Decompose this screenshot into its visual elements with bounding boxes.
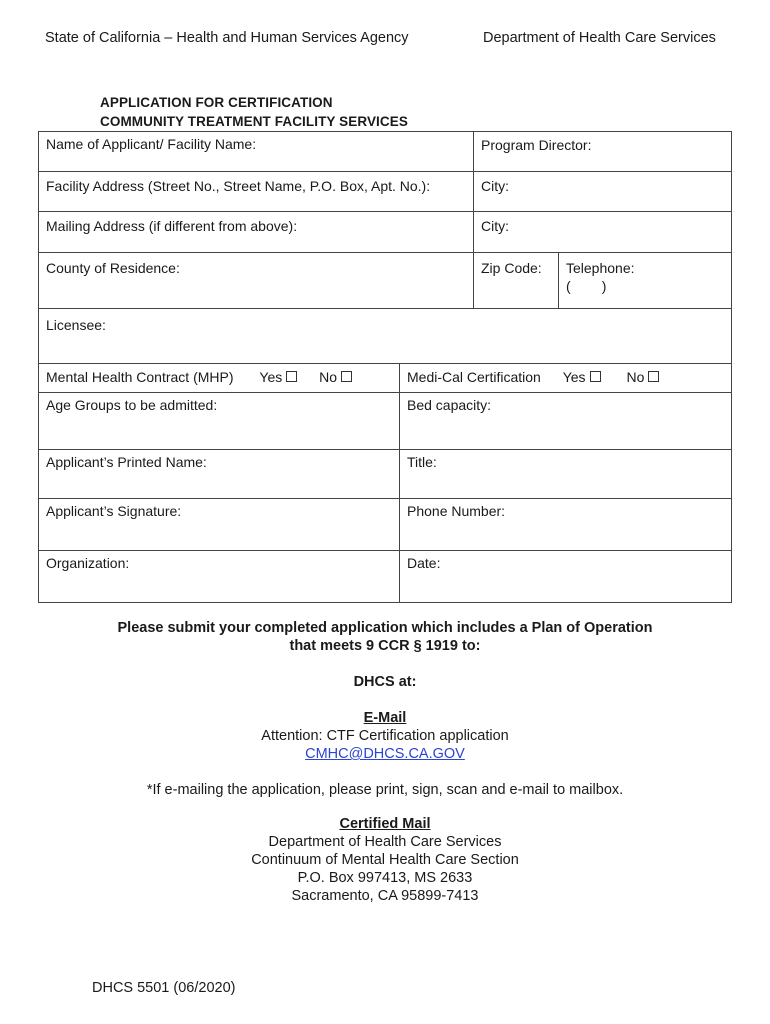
mhp-yes-label: Yes (259, 369, 283, 385)
city-field-2[interactable] (474, 212, 732, 253)
email-attention: Attention: CTF Certification application (261, 728, 509, 744)
dhcs-at-heading: DHCS at: (353, 674, 417, 690)
form-number: DHCS 5501 (06/2020) (92, 980, 236, 996)
form-title-line2: COMMUNITY TREATMENT FACILITY SERVICES (100, 114, 408, 129)
zip-code-label: Zip Code: (481, 260, 542, 276)
agency-header: State of California – Health and Human Services Agency (45, 30, 409, 46)
submission-instruction-line2: that meets 9 CCR § 1919 to: (289, 638, 481, 654)
email-heading: E-Mail (363, 710, 407, 726)
submission-instruction-line1: Please submit your completed application which includes a Plan of Operation (117, 620, 653, 636)
city-label-2: City: (481, 218, 509, 234)
phone-number-field[interactable] (400, 499, 732, 551)
licensee-field[interactable] (39, 309, 732, 364)
program-director-field[interactable] (474, 132, 732, 172)
application-form (38, 131, 732, 603)
age-groups-field[interactable] (39, 393, 400, 450)
medi-cal-yes-label: Yes (562, 369, 586, 385)
mail-address-line2: Continuum of Mental Health Care Section (251, 852, 519, 868)
mailing-address-label: Mailing Address (if different from above): (46, 218, 298, 234)
medi-cal-certification-field (400, 364, 732, 393)
email-note: *If e-mailing the application, please print, sign, scan and e-mail to mailbox. (146, 782, 624, 798)
organization-field[interactable] (39, 551, 400, 603)
mhp-yes-checkbox[interactable] (286, 371, 297, 382)
medi-cal-yes-option[interactable] (563, 369, 601, 385)
mhp-contract-field (39, 364, 400, 393)
mhp-no-label: No (319, 369, 338, 385)
applicant-facility-name-label: Name of Applicant/ Facility Name: (46, 136, 257, 152)
licensee-label: Licensee: (46, 317, 106, 333)
form-title-line1: APPLICATION FOR CERTIFICATION (100, 95, 333, 110)
facility-address-label: Facility Address (Street No., Street Name, P.O. Box, Apt. No.): (46, 178, 431, 194)
applicant-facility-name-field[interactable] (39, 132, 474, 172)
mhp-contract-label: Mental Health Contract (MHP) (46, 369, 234, 385)
department-header: Department of Health Care Services (483, 30, 716, 46)
mail-address-line1: Department of Health Care Services (268, 834, 502, 850)
telephone-field[interactable] (559, 253, 732, 309)
medi-cal-no-option[interactable] (626, 369, 659, 385)
medi-cal-no-label: No (626, 369, 645, 385)
zip-code-field[interactable] (474, 253, 559, 309)
printed-name-field[interactable] (39, 450, 400, 499)
phone-number-label: Phone Number: (407, 503, 506, 519)
mail-address-line4: Sacramento, CA 95899-7413 (291, 888, 479, 904)
date-label: Date: (407, 555, 441, 571)
printed-name-label: Applicant’s Printed Name: (46, 454, 207, 470)
title-field[interactable] (400, 450, 732, 499)
county-label: County of Residence: (46, 260, 180, 276)
telephone-label: Telephone: (566, 260, 635, 276)
medi-cal-yes-checkbox[interactable] (590, 371, 601, 382)
county-field[interactable] (39, 253, 474, 309)
mhp-yes-option[interactable] (259, 369, 297, 385)
mailing-address-field[interactable] (39, 212, 474, 253)
mhp-no-option[interactable] (319, 369, 352, 385)
bed-capacity-field[interactable] (400, 393, 732, 450)
mail-address-line3: P.O. Box 997413, MS 2633 (297, 870, 473, 886)
date-field[interactable] (400, 551, 732, 603)
city-label-1: City: (481, 178, 509, 194)
telephone-area-code: ( ) (566, 278, 607, 294)
medi-cal-no-checkbox[interactable] (648, 371, 659, 382)
city-field-1[interactable] (474, 172, 732, 212)
program-director-label: Program Director: (481, 137, 592, 153)
facility-address-field[interactable] (39, 172, 474, 212)
signature-label: Applicant’s Signature: (46, 503, 182, 519)
signature-field[interactable] (39, 499, 400, 551)
medi-cal-certification-label: Medi-Cal Certification (407, 369, 541, 385)
title-field-label: Title: (407, 454, 437, 470)
email-address-link[interactable]: CMHC@DHCS.CA.GOV (305, 746, 465, 762)
age-groups-label: Age Groups to be admitted: (46, 397, 218, 413)
bed-capacity-label: Bed capacity: (407, 397, 492, 413)
certified-mail-heading: Certified Mail (339, 816, 431, 832)
organization-label: Organization: (46, 555, 130, 571)
email-address-row (0, 745, 770, 763)
mhp-no-checkbox[interactable] (341, 371, 352, 382)
